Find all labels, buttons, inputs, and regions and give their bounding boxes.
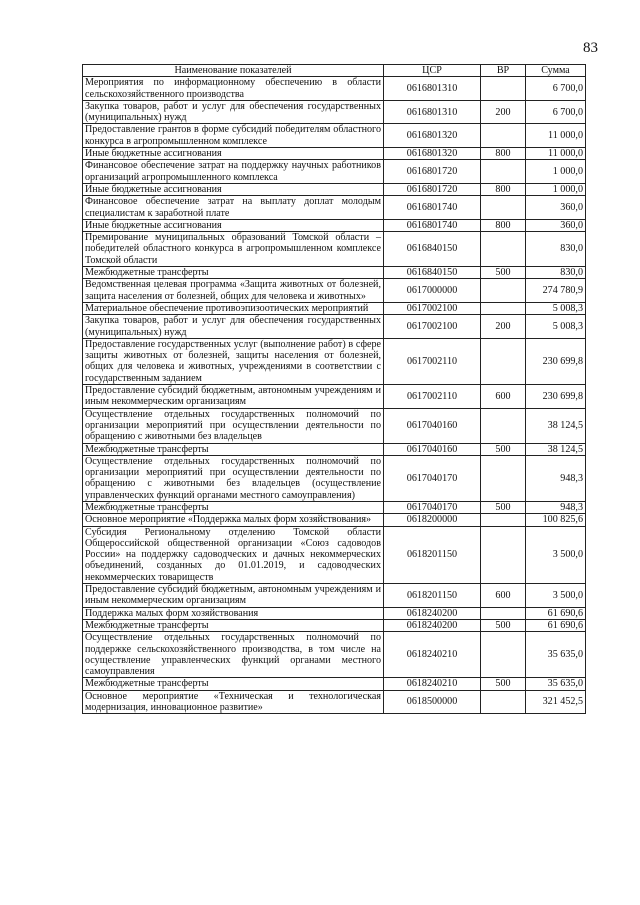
cell-name: Мероприятия по информационному обеспечению в области сельскохозяйственного производства [83, 77, 384, 101]
cell-vr [481, 690, 526, 714]
table-row [83, 302, 586, 314]
cell-csr: 0616801310 [384, 77, 481, 101]
cell-vr [481, 279, 526, 303]
cell-sum: 35 635,0 [526, 632, 586, 678]
cell-name: Предоставление грантов в форме субсидий победителям областного конкурса в агропромышленном комплексе [83, 124, 384, 148]
cell-name: Субсидия Региональному отделению Томской области Общероссийской общественной организации «Союз садоводов России» на поддержку садоводческих и дачных некоммерческих объединений, созданных до 01.01.2019, и садоводческих некоммерческих товариществ [83, 526, 384, 583]
cell-name: Межбюджетные трансферты [83, 267, 384, 279]
table-row [83, 607, 586, 619]
table-row [83, 443, 586, 455]
cell-vr: 500 [481, 501, 526, 513]
table-row [83, 408, 586, 443]
cell-sum: 230 699,8 [526, 338, 586, 384]
cell-sum: 6 700,0 [526, 100, 586, 124]
cell-name: Предоставление государственных услуг (выполнение работ) в сфере защиты животных от болезней, защиты населения от болезней, общих для человека и животных, учреждениями в соответствии с государственным заданием [83, 338, 384, 384]
cell-vr [481, 302, 526, 314]
cell-csr: 0616801320 [384, 148, 481, 160]
table-row [83, 183, 586, 195]
cell-vr [481, 632, 526, 678]
cell-csr: 0616801310 [384, 100, 481, 124]
cell-name: Межбюджетные трансферты [83, 619, 384, 631]
cell-vr: 500 [481, 267, 526, 279]
cell-name: Закупка товаров, работ и услуг для обеспечения государственных (муниципальных) нужд [83, 315, 384, 339]
cell-name: Предоставление субсидий бюджетным, автономным учреждениям и иным некоммерческим организациям [83, 584, 384, 608]
cell-csr: 0618200000 [384, 514, 481, 526]
cell-sum: 1 000,0 [526, 160, 586, 184]
cell-sum: 3 500,0 [526, 584, 586, 608]
table-row [83, 124, 586, 148]
cell-sum: 948,3 [526, 501, 586, 513]
cell-vr: 200 [481, 315, 526, 339]
cell-sum: 830,0 [526, 267, 586, 279]
table-row [83, 619, 586, 631]
cell-csr: 0616801720 [384, 183, 481, 195]
cell-csr: 0616801720 [384, 160, 481, 184]
cell-vr [481, 160, 526, 184]
table-row [83, 455, 586, 501]
table-row [83, 514, 586, 526]
cell-csr: 0617040160 [384, 443, 481, 455]
cell-name: Закупка товаров, работ и услуг для обеспечения государственных (муниципальных) нужд [83, 100, 384, 124]
table-row [83, 690, 586, 714]
cell-sum: 61 690,6 [526, 619, 586, 631]
cell-sum: 100 825,6 [526, 514, 586, 526]
cell-sum: 6 700,0 [526, 77, 586, 101]
cell-vr [481, 77, 526, 101]
cell-csr: 0616801740 [384, 196, 481, 220]
header-sum: Сумма [526, 65, 586, 77]
table-row [83, 315, 586, 339]
cell-vr: 500 [481, 619, 526, 631]
cell-csr: 0617002110 [384, 385, 481, 409]
cell-name: Иные бюджетные ассигнования [83, 219, 384, 231]
cell-sum: 230 699,8 [526, 385, 586, 409]
cell-sum: 830,0 [526, 232, 586, 267]
table-row [83, 338, 586, 384]
table-row [83, 526, 586, 583]
cell-csr: 0618500000 [384, 690, 481, 714]
cell-sum: 35 635,0 [526, 678, 586, 690]
cell-name: Осуществление отдельных государственных полномочий по поддержке сельскохозяйственного производства, в том числе на осуществление управленческих функций органами местного самоуправления [83, 632, 384, 678]
table-row [83, 77, 586, 101]
cell-csr: 0618240200 [384, 607, 481, 619]
table-row [83, 160, 586, 184]
page-number: 83 [583, 40, 598, 56]
cell-csr: 0618240200 [384, 619, 481, 631]
header-vr: ВР [481, 65, 526, 77]
cell-sum: 1 000,0 [526, 183, 586, 195]
cell-name: Основное мероприятие «Поддержка малых форм хозяйствования» [83, 514, 384, 526]
cell-vr: 200 [481, 100, 526, 124]
cell-csr: 0617002100 [384, 302, 481, 314]
table-row [83, 678, 586, 690]
cell-name: Материальное обеспечение противоэпизоотических мероприятий [83, 302, 384, 314]
cell-vr [481, 607, 526, 619]
cell-vr: 500 [481, 678, 526, 690]
cell-sum: 5 008,3 [526, 315, 586, 339]
cell-name: Финансовое обеспечение затрат на поддержку научных работников организаций агропромышленного комплекса [83, 160, 384, 184]
cell-csr: 0618240210 [384, 678, 481, 690]
cell-vr: 800 [481, 148, 526, 160]
table-row [83, 267, 586, 279]
cell-sum: 61 690,6 [526, 607, 586, 619]
cell-csr: 0617040170 [384, 455, 481, 501]
budget-table [82, 64, 586, 714]
cell-name: Осуществление отдельных государственных полномочий по организации мероприятий при осуществлении деятельности по обращению с животными без владельцев [83, 408, 384, 443]
cell-vr: 800 [481, 183, 526, 195]
table-row [83, 501, 586, 513]
cell-csr: 0618201150 [384, 584, 481, 608]
cell-vr [481, 338, 526, 384]
cell-sum: 38 124,5 [526, 408, 586, 443]
cell-name: Иные бюджетные ассигнования [83, 148, 384, 160]
cell-csr: 0618201150 [384, 526, 481, 583]
cell-vr [481, 196, 526, 220]
cell-csr: 0616801740 [384, 219, 481, 231]
cell-vr [481, 408, 526, 443]
cell-sum: 11 000,0 [526, 124, 586, 148]
cell-vr [481, 514, 526, 526]
cell-name: Поддержка малых форм хозяйствования [83, 607, 384, 619]
cell-name: Межбюджетные трансферты [83, 678, 384, 690]
cell-sum: 3 500,0 [526, 526, 586, 583]
cell-name: Межбюджетные трансферты [83, 501, 384, 513]
cell-sum: 274 780,9 [526, 279, 586, 303]
cell-vr: 500 [481, 443, 526, 455]
cell-sum: 321 452,5 [526, 690, 586, 714]
cell-csr: 0617002110 [384, 338, 481, 384]
table-row [83, 196, 586, 220]
table-body [83, 77, 586, 714]
cell-name: Ведомственная целевая программа «Защита животных от болезней, защита населения от болезней, общих для человека и животных» [83, 279, 384, 303]
cell-name: Основное мероприятие «Техническая и технологическая модернизация, инновационное развитие» [83, 690, 384, 714]
table-row [83, 148, 586, 160]
table-row [83, 100, 586, 124]
cell-name: Иные бюджетные ассигнования [83, 183, 384, 195]
cell-name: Финансовое обеспечение затрат на выплату доплат молодым специалистам к заработной плате [83, 196, 384, 220]
cell-csr: 0617002100 [384, 315, 481, 339]
cell-name: Межбюджетные трансферты [83, 443, 384, 455]
cell-csr: 0617040170 [384, 501, 481, 513]
header-csr: ЦСР [384, 65, 481, 77]
cell-sum: 948,3 [526, 455, 586, 501]
cell-sum: 360,0 [526, 219, 586, 231]
table-row [83, 632, 586, 678]
cell-vr [481, 232, 526, 267]
cell-csr: 0617000000 [384, 279, 481, 303]
cell-name: Осуществление отдельных государственных полномочий по организации мероприятий при осуществлении деятельности по обращению с животными без владельцев (осуществление управленческих функций органами местного самоуправления) [83, 455, 384, 501]
cell-sum: 360,0 [526, 196, 586, 220]
cell-vr [481, 455, 526, 501]
cell-vr: 600 [481, 584, 526, 608]
cell-name: Премирование муниципальных образований Томской области – победителей областного конкурса в агропромышленном комплексе Томской области [83, 232, 384, 267]
cell-name: Предоставление субсидий бюджетным, автономным учреждениям и иным некоммерческим организациям [83, 385, 384, 409]
table-row [83, 279, 586, 303]
table-row [83, 232, 586, 267]
table-row [83, 385, 586, 409]
cell-sum: 5 008,3 [526, 302, 586, 314]
table-row [83, 219, 586, 231]
cell-csr: 0616840150 [384, 232, 481, 267]
cell-csr: 0617040160 [384, 408, 481, 443]
cell-csr: 0618240210 [384, 632, 481, 678]
cell-vr: 800 [481, 219, 526, 231]
cell-sum: 38 124,5 [526, 443, 586, 455]
table-row [83, 584, 586, 608]
cell-vr [481, 124, 526, 148]
header-name: Наименование показателей [83, 65, 384, 77]
cell-vr [481, 526, 526, 583]
cell-csr: 0616801320 [384, 124, 481, 148]
cell-csr: 0616840150 [384, 267, 481, 279]
table-header-row [83, 65, 586, 77]
cell-sum: 11 000,0 [526, 148, 586, 160]
cell-vr: 600 [481, 385, 526, 409]
